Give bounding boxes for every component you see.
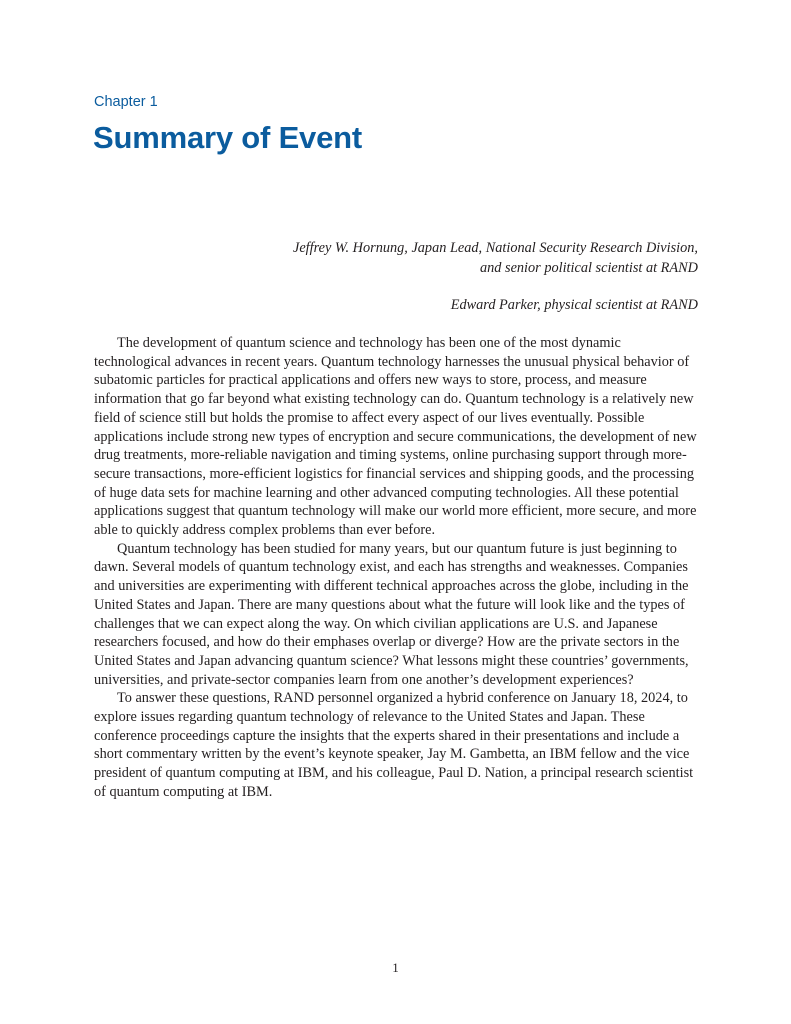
author-byline [178, 238, 698, 315]
author-1-line-2: and senior political scientist at RAND [479, 260, 698, 276]
author-2: Edward Parker, physical scientist at RAND [450, 297, 698, 313]
paragraph-1: The development of quantum science and technology has been one of the most dynamic technological advances in recent years. Quantum technology harnesses the unusual physical behavior of subatomic particles for practical applications and offers new ways to store, process, and measure information that go far beyond what existing technology can do. Quantum technology is a relatively new field of science still but holds the promise to affect every aspect of our lives eventually. Possible applications include strong new types of encryption and secure communications, the development of new drug treatments, more-reliable navigation and timing systems, online purchasing support through more-secure transactions, more-efficient logistics for financial services and shipping goods, and the processing of huge data sets for machine learning and other advanced computing technologies. All these potential applications suggest that quantum technology will make our world more efficient, more secure, and more able to quickly address complex problems than ever before. [94, 335, 697, 539]
paragraph-2: Quantum technology has been studied for many years, but our quantum future is just beginning to dawn. Several models of quantum technology exist, and each has strengths and weaknesses. Companies and universities are experimenting with different technical approaches across the globe, including in the United States and Japan. There are many questions about what the future will look like and the types of challenges that we can expect along the way. On which civilian applications are U.S. and Japanese researchers focused, and how do their emphases overlap or diverge? How are the private sectors in the United States and Japan advancing quantum science? What lessons might these countries’ governments, universities, and private-sector companies learn from one another’s development experiences? [94, 540, 689, 688]
paragraph-3: To answer these questions, RAND personnel organized a hybrid conference on January 18, 2024, to explore issues regarding quantum technology of relevance to the United States and Japan. These conference proceedings capture the insights that the experts shared in their presentations and include a short commentary written by the event’s keynote speaker, Jay M. Gambetta, an IBM fellow and the vice president of quantum computing at IBM, and his colleague, Paul D. Nation, a principal research scientist of quantum computing at IBM. [94, 690, 694, 800]
chapter-label: Chapter 1 [94, 94, 158, 110]
body-text [94, 334, 698, 802]
page-number: 1 [392, 960, 399, 975]
chapter-title: Summary of Event [93, 120, 362, 155]
author-1-line-1: Jeffrey W. Hornung, Japan Lead, National Security Research Division, [292, 240, 698, 256]
